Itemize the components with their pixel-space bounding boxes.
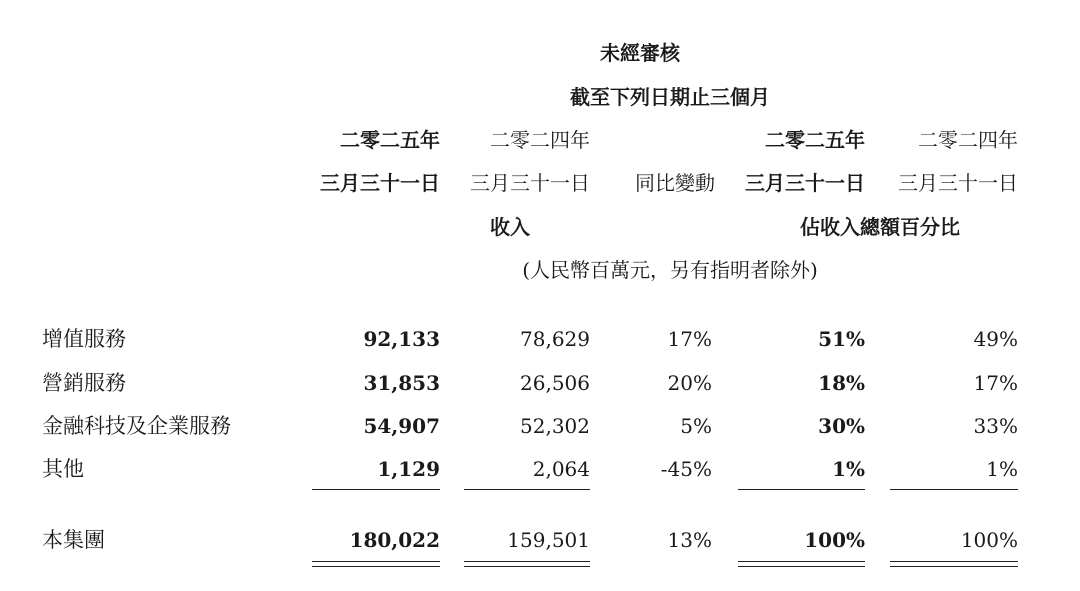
- cell-pct-2025: 1%: [832, 457, 865, 481]
- col-2024-date-pct: 三月三十一日: [898, 171, 1018, 195]
- cell-pct-2024: 17%: [973, 371, 1018, 395]
- total-double-rule-bottom: [738, 566, 865, 567]
- total-double-rule-bottom: [890, 566, 1018, 567]
- cell-yoy: 17%: [667, 327, 712, 351]
- subtotal-rule: [738, 489, 865, 490]
- total-pct-2024: 100%: [960, 528, 1018, 552]
- total-double-rule-top: [312, 561, 440, 562]
- cell-revenue-2025: 1,129: [377, 457, 440, 481]
- total-revenue-2025: 180,022: [349, 528, 440, 552]
- col-2025-year-revenue: 二零二五年: [340, 128, 440, 152]
- col-yoy-change: 同比變動: [635, 171, 715, 195]
- cell-yoy: -45%: [660, 457, 712, 481]
- cell-yoy: 20%: [667, 371, 712, 395]
- cell-revenue-2025: 54,907: [363, 414, 440, 438]
- col-2025-year-pct: 二零二五年: [765, 128, 865, 152]
- subtotal-rule: [464, 489, 590, 490]
- unaudited-heading: 未經審核: [600, 41, 680, 65]
- cell-pct-2024: 33%: [973, 414, 1018, 438]
- row-label: 增值服務: [42, 327, 126, 351]
- cell-revenue-2024: 78,629: [520, 327, 590, 351]
- cell-pct-2025: 30%: [818, 414, 865, 438]
- total-revenue-2024: 159,501: [507, 528, 590, 552]
- total-pct-2025: 100%: [804, 528, 865, 552]
- cell-revenue-2025: 92,133: [363, 327, 440, 351]
- subtotal-rule: [312, 489, 440, 490]
- col-2025-date-pct: 三月三十一日: [745, 171, 865, 195]
- period-heading: 截至下列日期止三個月: [570, 85, 770, 109]
- cell-revenue-2024: 52,302: [520, 414, 590, 438]
- cell-revenue-2024: 26,506: [520, 371, 590, 395]
- total-double-rule-top: [464, 561, 590, 562]
- cell-pct-2025: 51%: [818, 327, 865, 351]
- cell-pct-2025: 18%: [818, 371, 865, 395]
- total-double-rule-top: [890, 561, 1018, 562]
- total-double-rule-bottom: [312, 566, 440, 567]
- cell-pct-2024: 49%: [973, 327, 1018, 351]
- cell-revenue-2024: 2,064: [532, 457, 590, 481]
- unit-note: (人民幣百萬元，另有指明者除外): [522, 258, 818, 282]
- pct-of-total-label: 佔收入總額百分比: [800, 215, 960, 239]
- subtotal-rule: [890, 489, 1018, 490]
- total-double-rule-top: [738, 561, 865, 562]
- col-2024-year-pct: 二零二四年: [918, 128, 1018, 152]
- total-yoy: 13%: [667, 528, 712, 552]
- revenue-label: 收入: [490, 215, 530, 239]
- cell-revenue-2025: 31,853: [363, 371, 440, 395]
- cell-pct-2024: 1%: [986, 457, 1018, 481]
- cell-yoy: 5%: [680, 414, 712, 438]
- col-2024-year-revenue: 二零二四年: [490, 128, 590, 152]
- col-2025-date-revenue: 三月三十一日: [320, 171, 440, 195]
- total-double-rule-bottom: [464, 566, 590, 567]
- row-label: 其他: [42, 457, 84, 481]
- total-label: 本集團: [42, 528, 105, 552]
- row-label: 營銷服務: [42, 371, 126, 395]
- row-label: 金融科技及企業服務: [42, 414, 231, 438]
- col-2024-date-revenue: 三月三十一日: [470, 171, 590, 195]
